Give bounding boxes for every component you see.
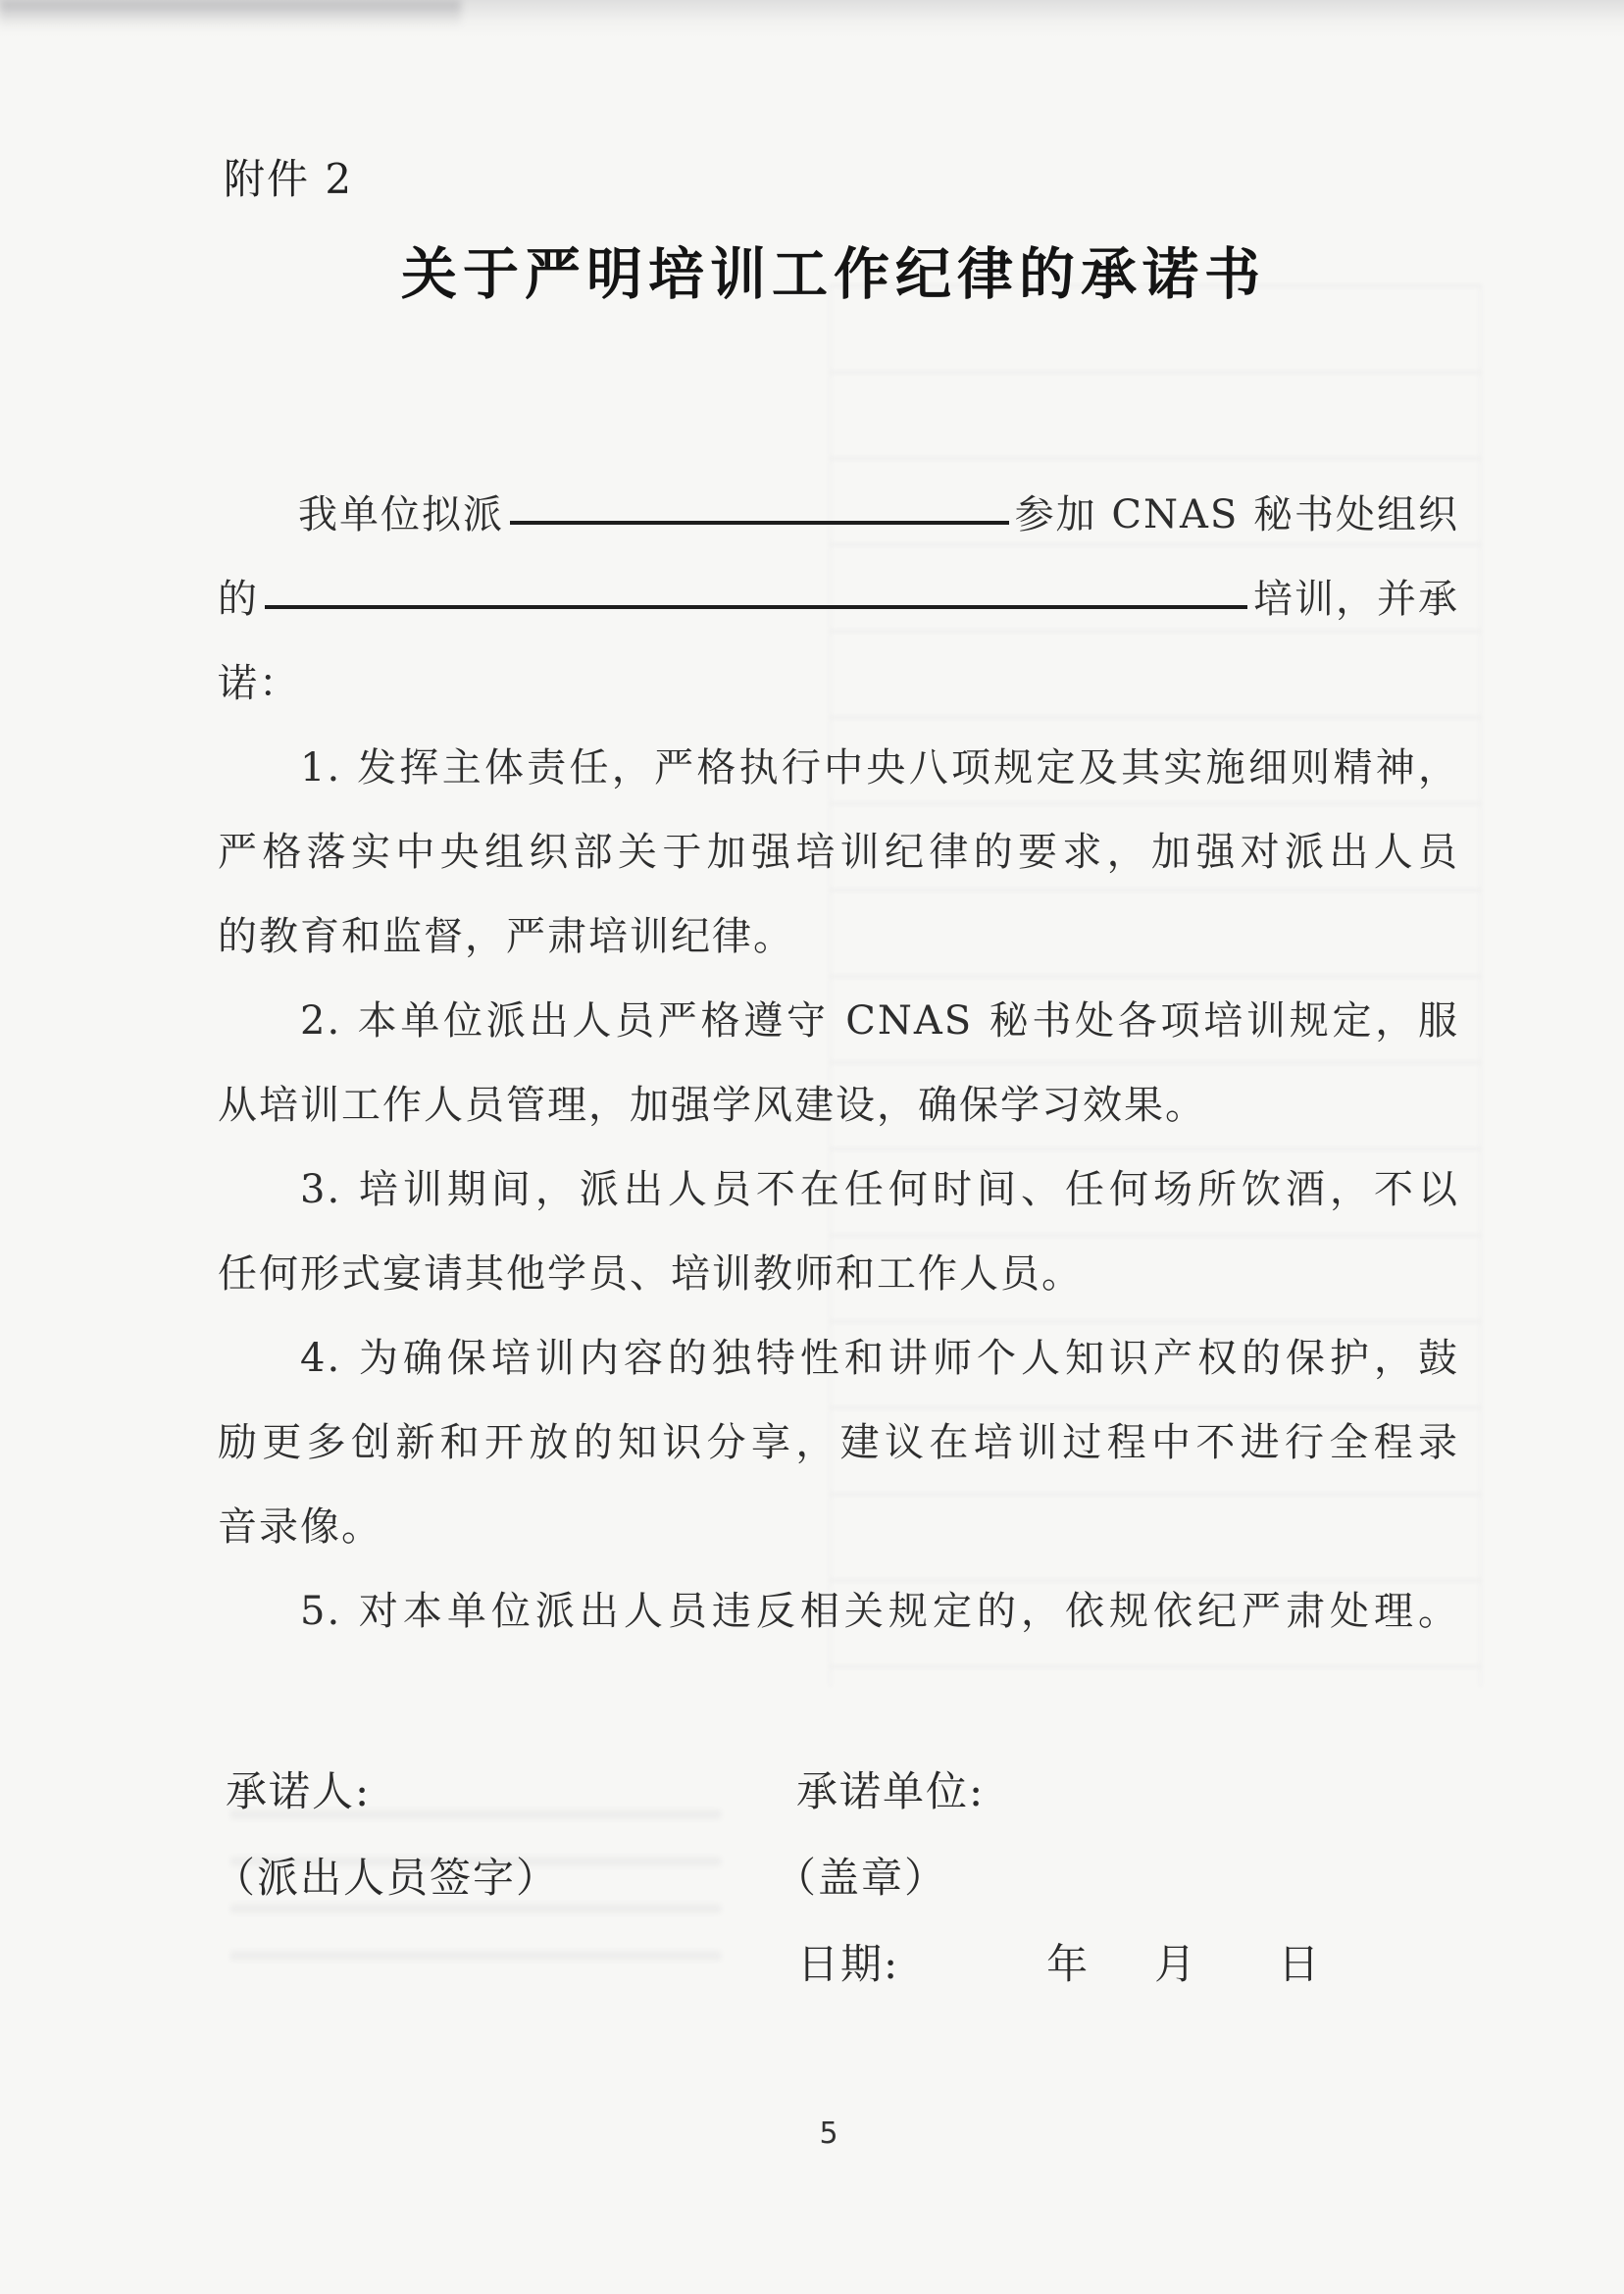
promiser-sign-note: （派出人员签字） — [214, 1854, 560, 1902]
clause-4-line-1: 4. 为确保培训内容的独特性和讲师个人知识产权的保护，鼓 — [300, 1336, 1459, 1381]
year-label: 年 — [1046, 1940, 1091, 1988]
date-label: 日期: — [797, 1940, 900, 1988]
opening-line2-tail: 培训，并承 — [1253, 577, 1459, 622]
opening-line1-tail: 参加 CNAS 秘书处组织 — [1014, 492, 1459, 537]
date-line — [797, 1932, 1321, 1991]
clause-2-line-1: 2. 本单位派出人员严格遵守 CNAS 秘书处各项培训规定，服 — [300, 998, 1459, 1044]
document-body — [218, 473, 1459, 1654]
opening-line2-lead: 的 — [218, 577, 259, 622]
fill-in-blank-person — [510, 521, 1009, 525]
clause-3-line-1: 3. 培训期间，派出人员不在任何时间、任何场所饮酒，不以 — [300, 1167, 1459, 1212]
opening-line1-lead: 我单位拟派 — [298, 492, 504, 537]
clause-3-line-2: 任何形式宴请其他学员、培训教师和工作人员。 — [218, 1251, 1083, 1297]
document-title: 关于严明培训工作纪律的承诺书 — [401, 241, 1266, 307]
unit-seal-note: （盖章） — [775, 1854, 948, 1902]
clause-1-line-2: 严格落实中央组织部关于加强培训纪律的要求，加强对派出人员 — [218, 830, 1459, 875]
scan-artifact-top-band — [0, 0, 1624, 37]
scan-artifact-top-left-smudge — [0, 0, 461, 27]
opening-line-1 — [218, 473, 1459, 557]
page-number: 5 — [819, 2116, 838, 2151]
clause-1-line-3: 的教育和监督，严肃培训纪律。 — [218, 914, 794, 959]
clause-4-line-3: 音录像。 — [218, 1504, 382, 1550]
clause-5-line-1: 5. 对本单位派出人员违反相关规定的，依规依纪严肃处理。 — [300, 1589, 1459, 1634]
day-label: 日 — [1278, 1940, 1322, 1988]
clause-2-line-2: 从培训工作人员管理，加强学风建设，确保学习效果。 — [218, 1083, 1206, 1128]
promiser-label: 承诺人: — [226, 1767, 372, 1815]
month-label: 月 — [1154, 1940, 1198, 1988]
clause-4-line-2: 励更多创新和开放的知识分享，建议在培训过程中不进行全程录 — [218, 1420, 1459, 1465]
attachment-label: 附件 2 — [224, 155, 354, 203]
clause-1-line-1: 1. 发挥主体责任，严格执行中央八项规定及其实施细则精神， — [300, 745, 1459, 790]
opening-line-3: 诺： — [218, 661, 300, 706]
promise-unit-label: 承诺单位: — [796, 1767, 986, 1815]
opening-line-2 — [218, 557, 1459, 641]
fill-in-blank-training — [265, 605, 1247, 609]
